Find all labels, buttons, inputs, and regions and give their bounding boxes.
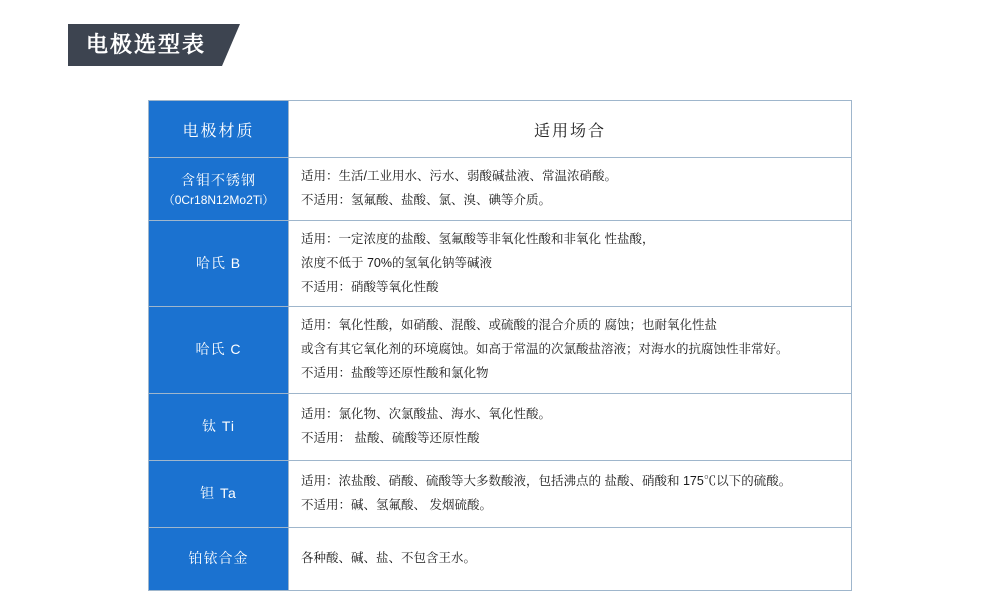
material-cell [149,393,289,460]
material-name: 钽 Ta [200,485,237,501]
usage-line: 适用：生活/工业用水、污水、弱酸碱盐液、常温浓硝酸。 [301,169,617,184]
table-row [149,307,852,393]
material-name: 钛 Ti [201,418,236,434]
usage-cell [289,221,852,307]
material-name: 哈氏 B [195,255,242,272]
usage-line: 适用：氧化性酸，如硝酸、混酸、或硫酸的混合介质的 腐蚀；也耐氧化性盐 [301,318,717,333]
material-cell [149,307,289,393]
table-row [149,527,852,590]
usage-line: 不适用：碱、氢氟酸、 发烟硫酸。 [301,497,492,512]
usage-cell [289,158,852,221]
header-usage: 适用场合 [289,101,852,158]
material-cell [149,158,289,221]
table-row [149,460,852,527]
usage-line: 或含有其它氧化剂的环境腐蚀。如高于常温的次氯酸盐溶液；对海水的抗腐蚀性非常好。 [301,342,789,356]
usage-cell [289,460,852,527]
material-code: （0Cr18N12Mo2Ti） [162,192,275,207]
usage-line: 适用：浓盐酸、硝酸、硫酸等大多数酸液，包括沸点的 盐酸、硝酸和 175℃以下的硫酸。 [301,473,792,488]
title-banner-tail [222,24,240,66]
material-cell [149,527,289,590]
page-title-banner [68,24,240,66]
usage-line: 不适用： 盐酸、硫酸等还原性酸 [301,430,480,445]
table-header-row [149,101,852,158]
material-name: 哈氏 C [195,341,242,358]
electrode-selection-table [148,100,852,591]
usage-cell [289,527,852,590]
usage-line: 不适用：氢氟酸、盐酸、氯、溴、碘等介质。 [301,193,552,207]
material-cell [149,460,289,527]
usage-cell [289,307,852,393]
usage-line: 浓度不低于 70%的氢氧化钠等碱液 [301,255,492,270]
usage-line: 适用：一定浓度的盐酸、氢氟酸等非氧化性酸和非氧化 性盐酸， [301,232,655,246]
material-name: 含钼不锈钢 [181,171,256,188]
table-row [149,221,852,307]
usage-cell [289,393,852,460]
material-name: 铂铱合金 [188,550,249,566]
usage-line: 适用：氯化物、次氯酸盐、海水、氧化性酸。 [301,406,552,421]
table-row [149,393,852,460]
page-title: 电极选型表 [68,24,222,66]
usage-line: 不适用：硝酸等氧化性酸 [301,279,439,294]
usage-line: 各种酸、碱、盐、不包含王水。 [301,550,477,565]
usage-line: 不适用：盐酸等还原性酸和氯化物 [301,365,489,380]
electrode-selection-table-container [148,100,852,591]
table-row [149,158,852,221]
material-cell [149,221,289,307]
header-material: 电极材质 [149,101,289,158]
